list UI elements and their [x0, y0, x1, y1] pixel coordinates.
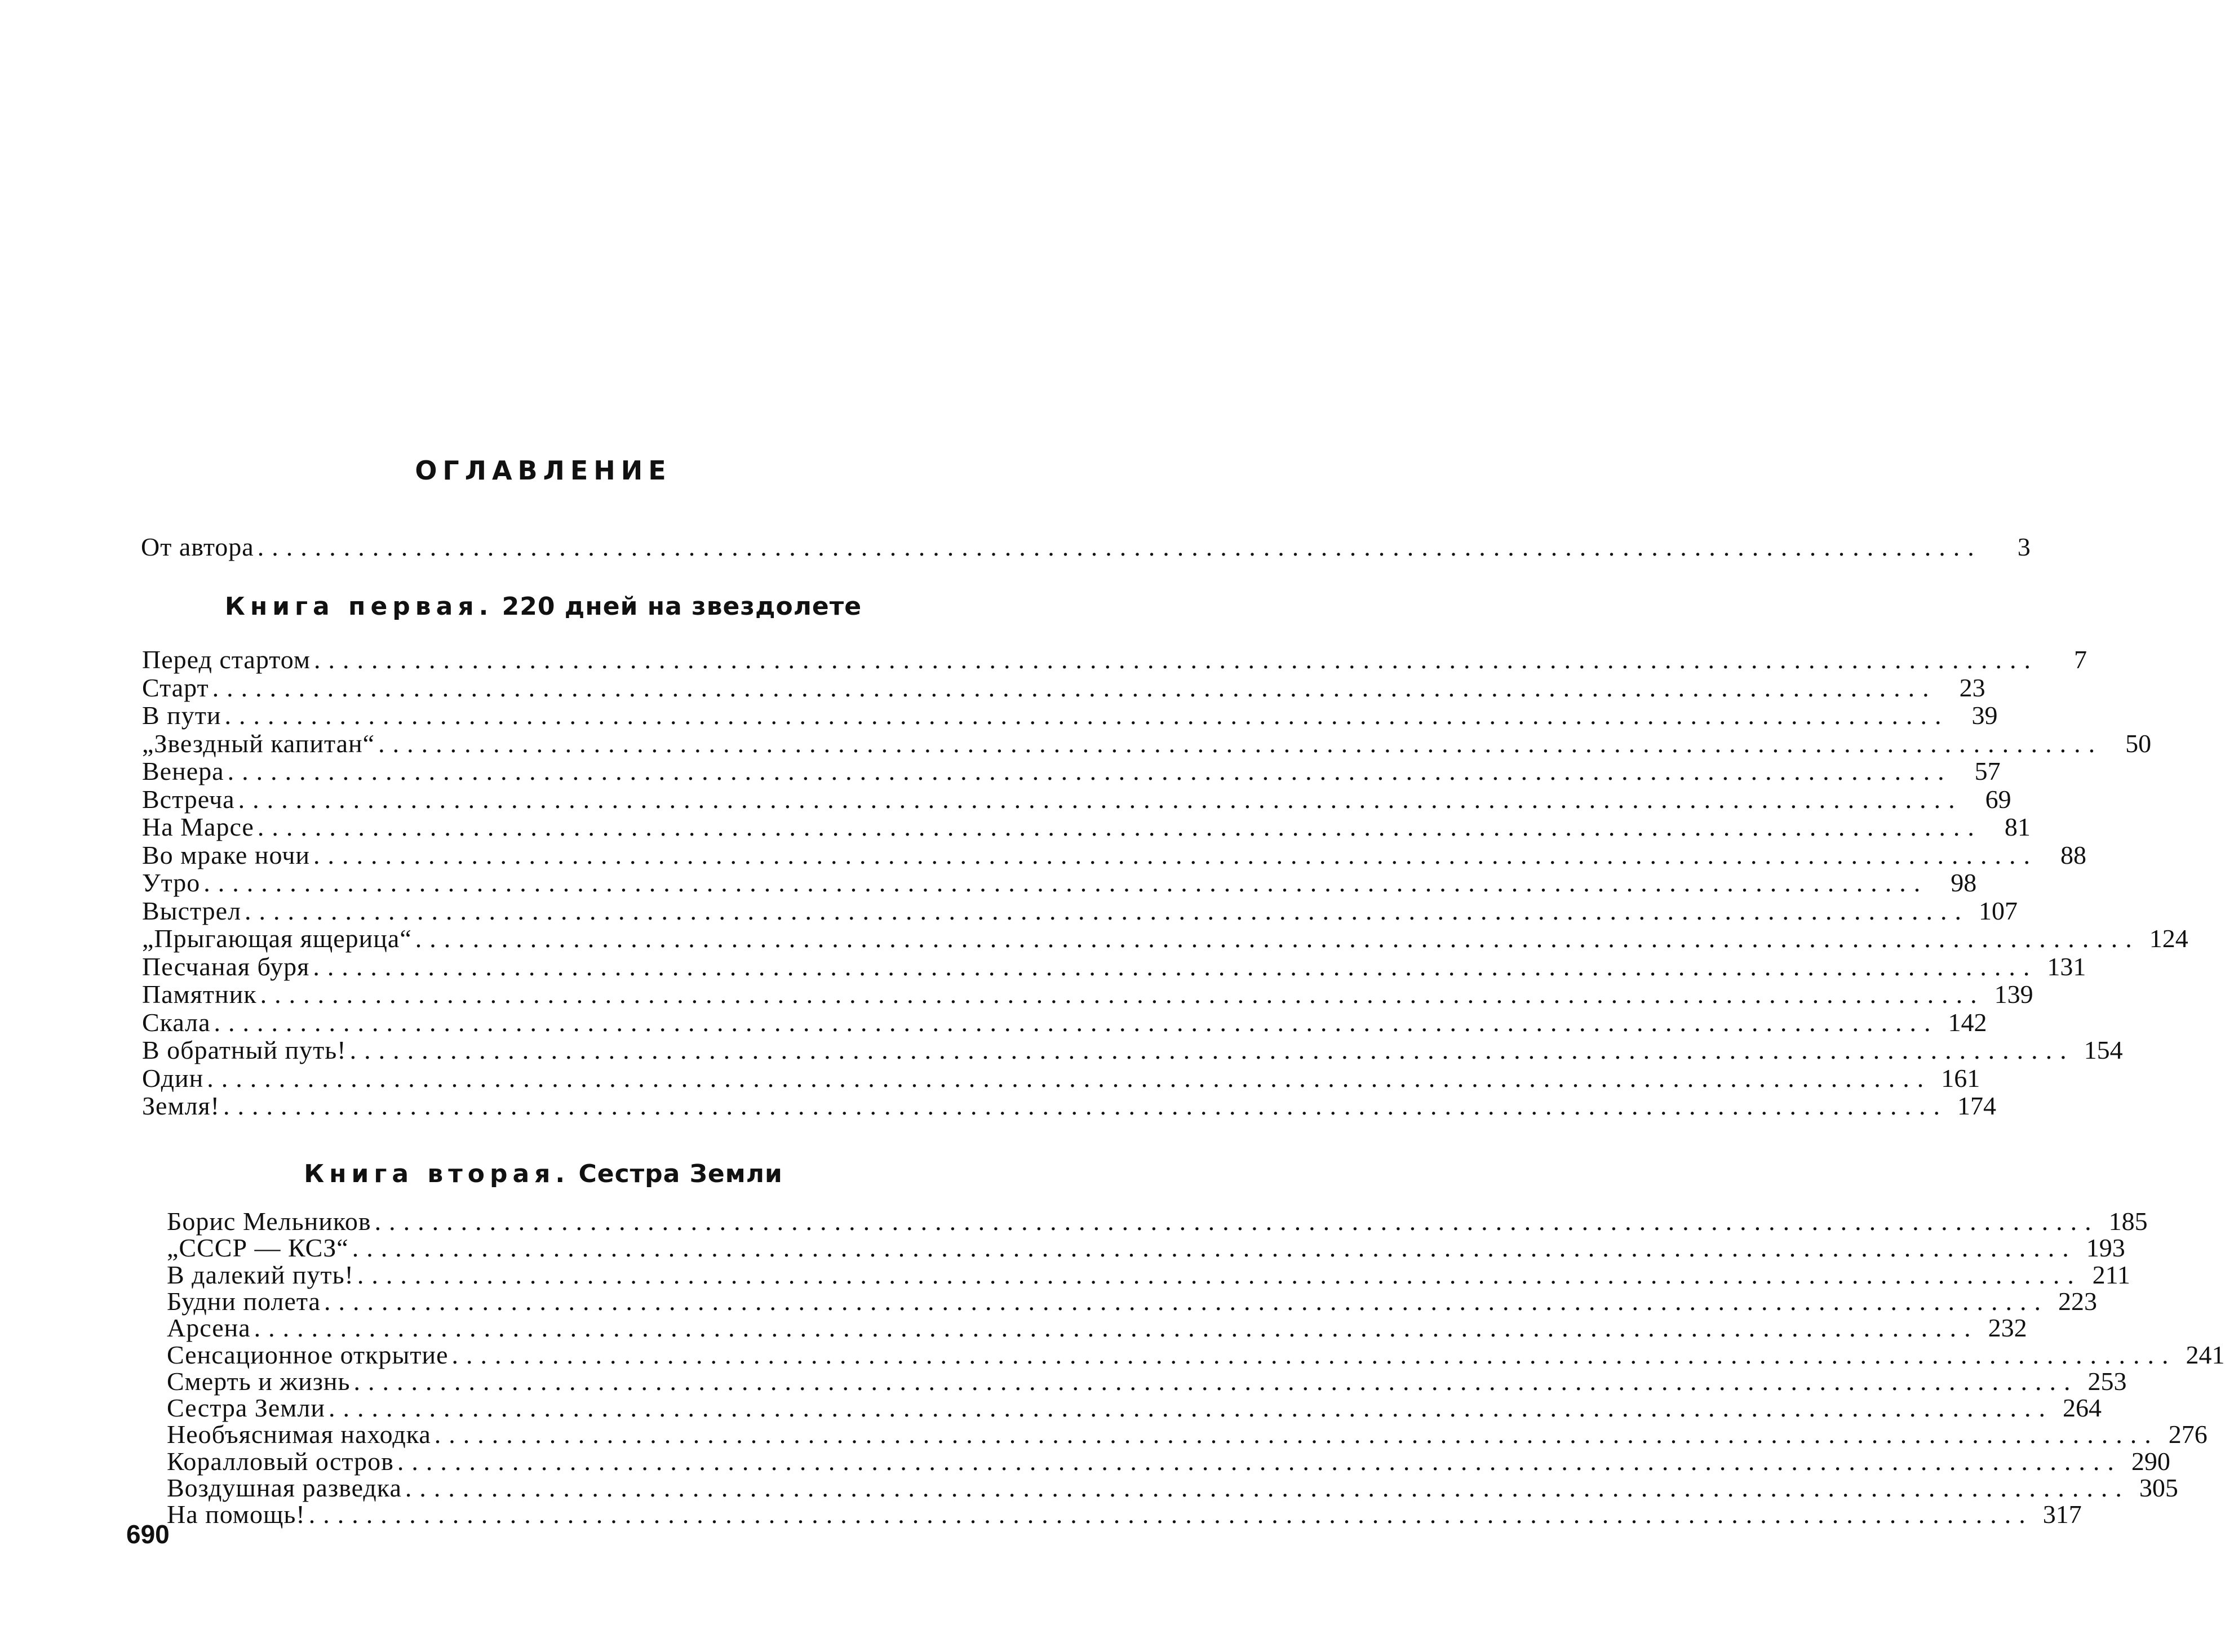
toc-entry-page: 264 — [2062, 1393, 2102, 1422]
toc-entry — [167, 1313, 2027, 1343]
toc-entry — [142, 924, 2188, 954]
toc-entry-title: На помощь! — [167, 1500, 305, 1529]
toc-entry-page: 50 — [2125, 729, 2152, 758]
toc-entry-foreword — [141, 532, 2031, 562]
dot-leader: ........................................................................................................................ — [223, 1091, 1948, 1120]
toc-entry-page: 290 — [2131, 1447, 2170, 1476]
toc-entry-page: 3 — [2017, 532, 2031, 561]
book-1-heading — [0, 594, 1087, 619]
toc-entry-page: 131 — [2047, 952, 2086, 981]
toc-entry-page: 193 — [2086, 1233, 2125, 1262]
toc-entry-page: 142 — [1948, 1008, 1987, 1037]
toc-entry — [142, 729, 2152, 759]
toc-entry — [142, 1036, 2123, 1065]
toc-entry-title: Арсена — [167, 1313, 251, 1342]
toc-entry-title: Старт — [142, 673, 209, 702]
dot-leader: ........................................................................................................................ — [313, 952, 2038, 981]
toc-entry-page: 174 — [1957, 1091, 1997, 1120]
toc-entry — [142, 868, 1977, 898]
toc-entry-page: 139 — [1994, 980, 2033, 1009]
toc-entry-title: Во мраке ночи — [142, 841, 311, 869]
toc-entry — [142, 757, 2001, 787]
dot-leader: ........................................................................................................................ — [451, 1340, 2177, 1369]
toc-entry — [167, 1340, 2225, 1370]
dot-leader: ........................................................................................................................ — [260, 980, 1985, 1009]
toc-entry — [167, 1207, 2148, 1237]
toc-entry-title: От автора — [141, 532, 254, 561]
toc-entry-page: 232 — [1988, 1313, 2027, 1342]
dot-leader: ........................................................................................................................ — [245, 896, 1970, 925]
page-title: ОГЛАВЛЕНИЕ — [415, 455, 672, 486]
dot-leader: ........................................................................................................................ — [313, 841, 2038, 869]
toc-entry-page: 81 — [2004, 812, 2031, 841]
toc-entry-title: Необъяснимая находка — [167, 1420, 431, 1449]
toc-entry-title: Скала — [142, 1008, 211, 1037]
toc-entry-title: В далекий путь! — [167, 1260, 354, 1289]
toc-entry-page: 57 — [1974, 757, 2001, 785]
dot-leader: ........................................................................................................................ — [397, 1447, 2122, 1476]
toc-entry-page: 241 — [2186, 1340, 2225, 1369]
dot-leader: ........................................................................................................................ — [349, 1036, 2075, 1064]
dot-leader: ........................................................................................................................ — [254, 1313, 1979, 1342]
toc-entry-page: 98 — [1951, 868, 1977, 897]
dot-leader: ........................................................................................................................ — [374, 1207, 2099, 1236]
dot-leader: ........................................................................................................................ — [203, 868, 1929, 897]
toc-entry — [142, 896, 2018, 926]
dot-leader: ........................................................................................................................ — [328, 1393, 2053, 1422]
toc-entry — [142, 1091, 1997, 1121]
toc-entry — [142, 952, 2086, 982]
book-1-label: Книга первая. — [224, 592, 494, 621]
toc-entry-title: „Прыгающая ящерица“ — [142, 924, 412, 953]
toc-entry-title: В пути — [142, 701, 221, 730]
toc-entry-page: 161 — [1941, 1064, 1980, 1093]
toc-entry — [142, 1064, 1980, 1094]
dot-leader: ........................................................................................................................ — [405, 1473, 2130, 1502]
toc-entry-page: 317 — [2042, 1500, 2082, 1529]
toc-entry-title: Утро — [142, 868, 201, 897]
toc-entry-title: Коралловый остров — [167, 1447, 394, 1476]
dot-leader: ........................................................................................................................ — [257, 532, 1982, 561]
toc-entry-title: Перед стартом — [142, 645, 311, 674]
toc-entry-title: Борис Мельников — [167, 1207, 371, 1236]
toc-entry-title: „Звездный капитан“ — [142, 729, 375, 758]
dot-leader: ........................................................................................................................ — [257, 812, 1982, 841]
toc-entry-title: Выстрел — [142, 896, 242, 925]
toc-entry-page: 253 — [2087, 1367, 2127, 1396]
book-2-heading — [0, 1162, 1087, 1187]
toc-entry-page: 223 — [2058, 1287, 2097, 1316]
toc-entry-page: 69 — [1985, 785, 2011, 814]
dot-leader: ........................................................................................................................ — [224, 701, 1949, 730]
toc-entry — [142, 812, 2031, 842]
toc-entry — [167, 1233, 2125, 1263]
toc-entry — [167, 1500, 2082, 1530]
dot-leader: ........................................................................................................................ — [352, 1233, 2077, 1262]
toc-entry-title: Земля! — [142, 1091, 220, 1120]
toc-entry — [142, 1008, 1987, 1038]
toc-entry-title: В обратный путь! — [142, 1036, 347, 1064]
toc-entry-title: Встреча — [142, 785, 235, 814]
page-number: 690 — [126, 1520, 170, 1549]
toc-entry — [167, 1393, 2102, 1423]
toc-entry-title: На Марсе — [142, 812, 254, 841]
toc-entry-page: 154 — [2084, 1036, 2123, 1064]
toc-entry-page: 88 — [2060, 841, 2087, 869]
dot-leader: ........................................................................................................................ — [313, 645, 2038, 674]
toc-entry-title: Будни полета — [167, 1287, 321, 1316]
toc-entry-page: 211 — [2092, 1260, 2130, 1289]
toc-entry-title: „СССР — КСЗ“ — [167, 1233, 349, 1262]
toc-entry-page: 305 — [2139, 1473, 2178, 1502]
dot-leader: ........................................................................................................................ — [434, 1420, 2159, 1449]
toc-entry-page: 7 — [2073, 645, 2087, 674]
toc-entry — [142, 645, 2087, 675]
toc-entry-page: 276 — [2168, 1420, 2208, 1449]
toc-entry-title: Сестра Земли — [167, 1393, 325, 1422]
dot-leader: ........................................................................................................................ — [323, 1287, 2049, 1316]
book-1-title: 220 дней на звездолете — [502, 592, 862, 621]
toc-entry-title: Венера — [142, 757, 224, 785]
toc-entry — [142, 980, 2033, 1010]
toc-entry-title: Смерть и жизнь — [167, 1367, 351, 1396]
dot-leader: ........................................................................................................................ — [415, 924, 2140, 953]
toc-entry — [142, 785, 2011, 815]
toc-entry-title: Воздушная разведка — [167, 1473, 402, 1502]
toc-entry — [142, 673, 1985, 703]
book-2-label: Книга вторая. — [304, 1160, 570, 1188]
dot-leader: ........................................................................................................................ — [212, 673, 1937, 702]
toc-entry-page: 124 — [2149, 924, 2188, 953]
toc-entry — [142, 841, 2087, 871]
dot-leader: ........................................................................................................................ — [357, 1260, 2082, 1289]
toc-entry — [167, 1473, 2178, 1503]
toc-entry — [167, 1447, 2170, 1477]
toc-entry-title: Сенсационное открытие — [167, 1340, 449, 1369]
toc-entry-page: 185 — [2108, 1207, 2148, 1236]
toc-entry-page: 23 — [1959, 673, 1985, 702]
dot-leader: ........................................................................................................................ — [207, 1064, 1932, 1093]
toc-entry-title: Песчаная буря — [142, 952, 310, 981]
toc-entry-page: 107 — [1979, 896, 2018, 925]
toc-entry-title: Памятник — [142, 980, 257, 1009]
dot-leader: ........................................................................................................................ — [353, 1367, 2078, 1396]
toc-entry — [167, 1260, 2130, 1290]
dot-leader: ........................................................................................................................ — [378, 729, 2103, 758]
toc-entry — [167, 1367, 2127, 1397]
dot-leader: ........................................................................................................................ — [214, 1008, 1939, 1037]
dot-leader: ........................................................................................................................ — [238, 785, 1963, 814]
dot-leader: ........................................................................................................................ — [227, 757, 1952, 785]
book-2-title: Сестра Земли — [578, 1160, 783, 1188]
toc-entry — [167, 1420, 2208, 1450]
toc-entry-title: Один — [142, 1064, 204, 1093]
toc-entry — [142, 701, 1998, 731]
toc-entry-page: 39 — [1971, 701, 1998, 730]
dot-leader: ........................................................................................................................ — [308, 1500, 2033, 1529]
toc-entry — [167, 1287, 2097, 1317]
